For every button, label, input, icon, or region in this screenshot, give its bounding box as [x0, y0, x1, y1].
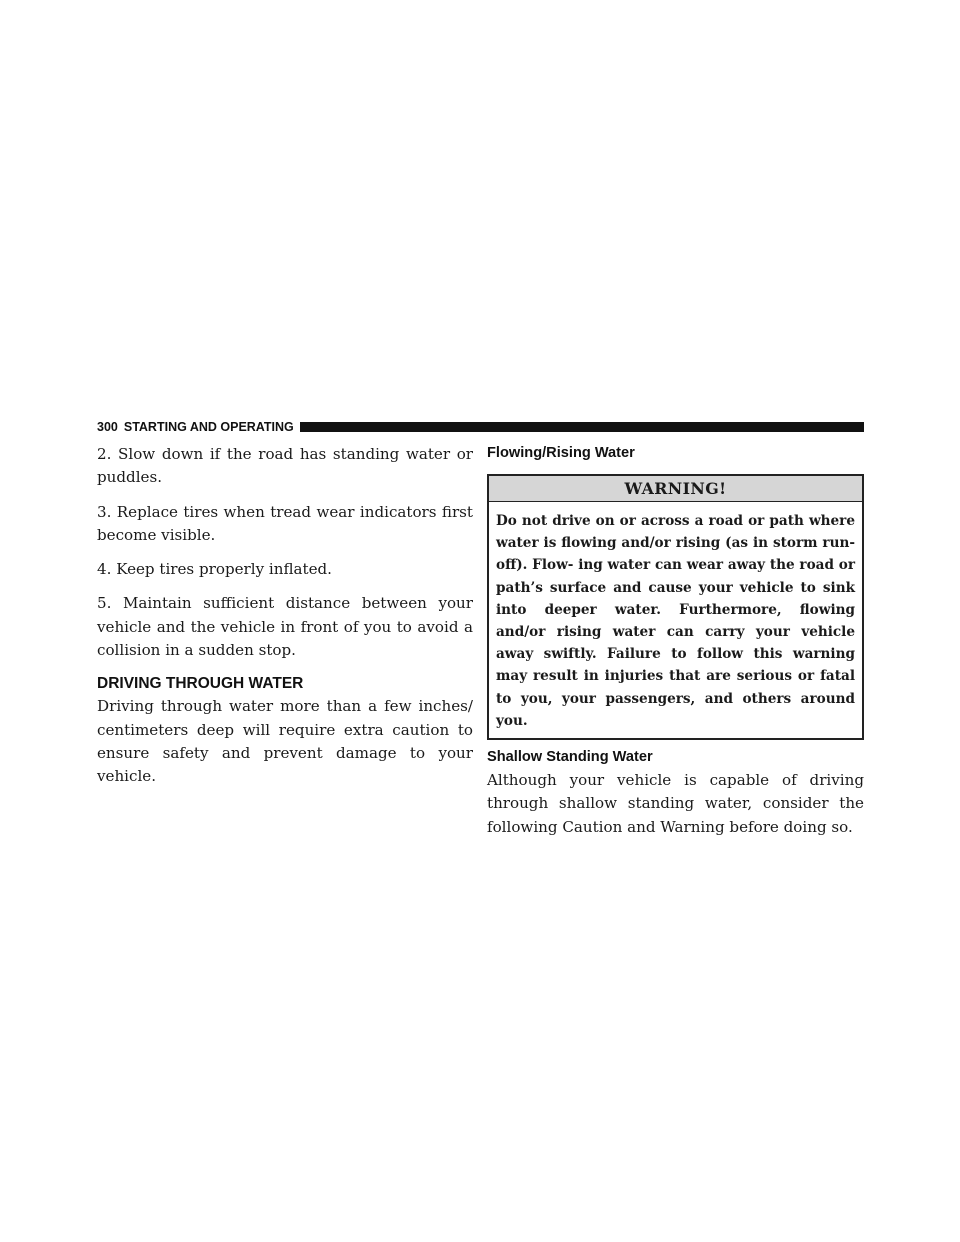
section-title: STARTING AND OPERATING	[123, 420, 294, 434]
warning-title: WARNING!	[489, 476, 862, 502]
right-column	[487, 443, 864, 850]
list-item-4: 4. Keep tires properly inflated.	[97, 560, 332, 579]
subheading-standing-water: Shallow Standing Water	[487, 749, 653, 766]
warning-box	[487, 474, 864, 740]
header-rule	[300, 422, 864, 432]
standing-water-paragraph: Although your vehicle is capable of driving through shallow standing water, consider the following Caution and Warning before doing so.	[487, 771, 864, 836]
subheading-flowing-water: Flowing/Rising Water	[487, 445, 635, 461]
intro-paragraph: Driving through water more than a few inches/ centimeters deep will require extra caution to ensure safety and prevent damage to your vehicle.	[97, 697, 473, 786]
left-column	[97, 443, 473, 800]
page-number: 300	[97, 420, 118, 434]
list-item-5: 5. Maintain sufficient distance between your vehicle and the vehicle in front of you to avoid a collision in a sudden stop.	[97, 594, 473, 660]
page-header	[97, 417, 864, 437]
warning-text: Do not drive on or across a road or path where water is flowing and/or rising (as in storm run-off). Flow- ing water can wear away the road or path’s surface and cause your vehicle to sink into deeper water. Furthermore, flowing and/or rising water can carry your vehicle away swiftly. Failure to follow this warning may result in injuries that are serious or fatal to you, your passengers, and others around you.	[496, 513, 855, 729]
section-heading: DRIVING THROUGH WATER	[97, 675, 304, 693]
list-item-2: 2. Slow down if the road has standing water or puddles.	[97, 445, 473, 487]
list-item-3: 3. Replace tires when tread wear indicators first become visible.	[97, 502, 473, 544]
